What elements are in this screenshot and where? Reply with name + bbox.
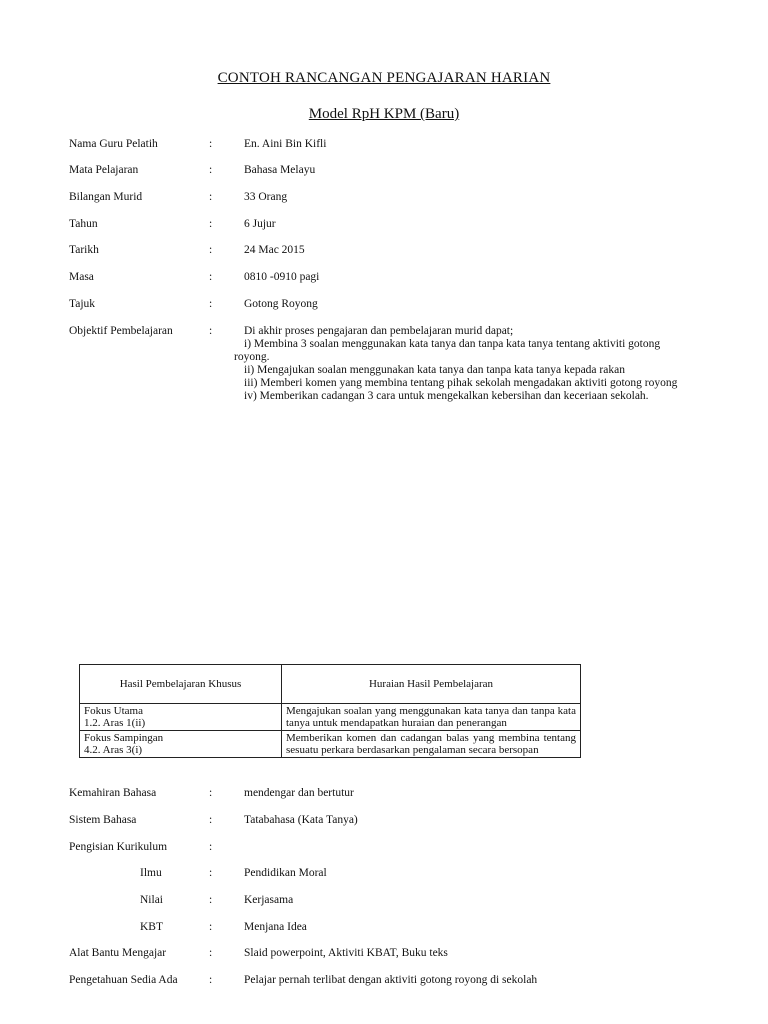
info-value: Pendidikan Moral xyxy=(244,867,327,879)
info-label: Tajuk xyxy=(69,298,96,310)
info-label: Tahun xyxy=(69,218,98,230)
info-value: 0810 -0910 pagi xyxy=(244,271,320,283)
table-header: Huraian Hasil Pembelajaran xyxy=(282,665,581,704)
objektif-item: ii) Mengajukan soalan menggunakan kata tanya dan tanpa kata tanya kepada rakan xyxy=(244,364,625,376)
colon: : xyxy=(209,325,213,337)
colon: : xyxy=(209,814,213,826)
table-cell: Memberikan komen dan cadangan balas yang membina tentang sesuatu perkara berdasarkan pengalaman secara bersopan xyxy=(282,731,581,758)
info-label: Sistem Bahasa xyxy=(69,814,137,826)
info-value: Slaid powerpoint, Aktiviti KBAT, Buku teks xyxy=(244,947,448,959)
table-row xyxy=(80,704,581,731)
info-value: Gotong Royong xyxy=(244,298,318,310)
objektif-label: Objektif Pembelajaran xyxy=(69,325,173,337)
info-value: Kerjasama xyxy=(244,894,294,906)
colon: : xyxy=(209,947,213,959)
objektif-item: i) Membina 3 soalan menggunakan kata tanya dan tanpa kata tanya tentang aktiviti gotong xyxy=(244,338,661,350)
objektif-item: iii) Memberi komen yang membina tentang pihak sekolah mengadakan aktiviti gotong royong xyxy=(244,377,678,389)
colon: : xyxy=(209,164,213,176)
fokus-code: 1.2. Aras 1(ii) xyxy=(84,717,146,729)
table-cell xyxy=(80,731,282,758)
info-value: Bahasa Melayu xyxy=(244,164,316,176)
colon: : xyxy=(209,138,213,150)
info-value: 33 Orang xyxy=(244,191,288,203)
info-value: Pelajar pernah terlibat dengan aktiviti gotong royong di sekolah xyxy=(244,974,538,986)
objektif-item: royong. xyxy=(234,351,270,363)
colon: : xyxy=(209,921,213,933)
info-value: Menjana Idea xyxy=(244,921,307,933)
page-subtitle: Model RpH KPM (Baru) xyxy=(308,106,460,122)
info-label: Mata Pelajaran xyxy=(69,164,139,176)
info-label: Nama Guru Pelatih xyxy=(69,138,158,150)
colon: : xyxy=(209,867,213,879)
info-value: 24 Mac 2015 xyxy=(244,244,305,256)
info-label: Ilmu xyxy=(140,867,162,879)
info-label: Nilai xyxy=(140,894,163,906)
table-header-row xyxy=(80,665,581,704)
colon: : xyxy=(209,894,213,906)
objektif-item: iv) Memberikan cadangan 3 cara untuk mengekalkan kebersihan dan keceriaan sekolah. xyxy=(244,390,649,402)
info-label: Tarikh xyxy=(69,244,99,256)
table-header: Hasil Pembelajaran Khusus xyxy=(80,665,282,704)
colon: : xyxy=(209,974,213,986)
info-label: Bilangan Murid xyxy=(69,191,143,203)
objektif-intro: Di akhir proses pengajaran dan pembelajaran murid dapat; xyxy=(244,325,514,337)
colon: : xyxy=(209,841,213,853)
fokus-code: 4.2. Aras 3(i) xyxy=(84,744,143,756)
table-cell: Mengajukan soalan yang menggunakan kata tanya dan tanpa kata tanya untuk mendapatkan huraian dan penerangan xyxy=(282,704,581,731)
info-label: Pengetahuan Sedia Ada xyxy=(69,974,178,986)
info-value: Tatabahasa (Kata Tanya) xyxy=(244,814,358,826)
colon: : xyxy=(209,191,213,203)
hasil-pembelajaran-table xyxy=(79,664,581,758)
table-row xyxy=(80,731,581,758)
info-value: En. Aini Bin Kifli xyxy=(244,138,327,150)
fokus-label: Fokus Utama xyxy=(84,705,143,717)
info-label: Kemahiran Bahasa xyxy=(69,787,157,799)
info-label: Alat Bantu Mengajar xyxy=(69,947,167,959)
fokus-label: Fokus Sampingan xyxy=(84,732,164,744)
colon: : xyxy=(209,787,213,799)
info-label: KBT xyxy=(140,921,163,933)
colon: : xyxy=(209,244,213,256)
info-value: 6 Jujur xyxy=(244,218,276,230)
info-value: mendengar dan bertutur xyxy=(244,787,354,799)
table-cell xyxy=(80,704,282,731)
info-label: Masa xyxy=(69,271,94,283)
info-label: Pengisian Kurikulum xyxy=(69,841,168,853)
colon: : xyxy=(209,218,213,230)
page-title: CONTOH RANCANGAN PENGAJARAN HARIAN xyxy=(217,70,551,86)
colon: : xyxy=(209,298,213,310)
colon: : xyxy=(209,271,213,283)
